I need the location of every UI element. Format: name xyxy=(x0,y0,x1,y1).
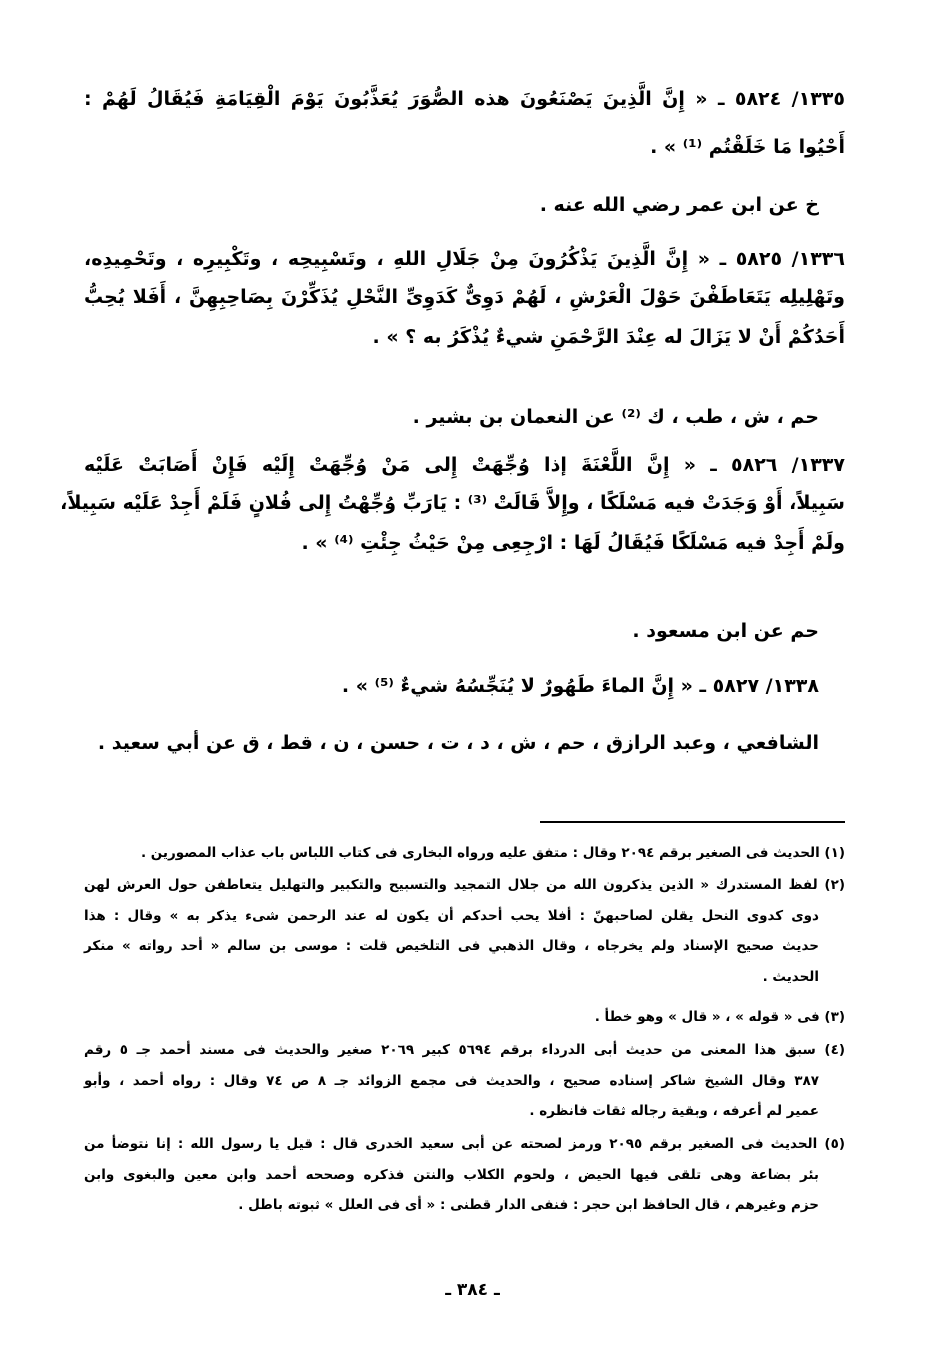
footnote-2: (٢) لفظ المستدرك « الذين يذكرون الله من جلال التمجيد والتسبيح والتكبير والتهليل يتعاطفن حول العرش لهن xyxy=(84,877,845,893)
footnote-1: (١) الحديث فى الصغير برقم ٢٠٩٤ وقال : متفق عليه ورواه البخارى فى كتاب اللباس باب عذاب المصورين . xyxy=(140,845,845,861)
footnote-3: (٣) فى « قوله » ، « قال » وهو خطأ . xyxy=(594,1009,845,1025)
hadith-1337-line: ١٣٣٧/ ٥٨٢٦ ـ « إِنَّ اللَّعْنَةَ إذا وُجِّهَتْ إِلى مَنْ وُجِّهَتْ إِلَيْه فَإِنْ أَصَابَتْ عَلَيْه xyxy=(84,454,845,476)
footnote-5-cont: بئر بضاعة وهى تلقى فيها الحيض ، ولحوم الكلاب والنتن فذكره وصححه أحمد وابن معين والبغوى وابن xyxy=(84,1167,819,1183)
footnote-2-cont: الحديث . xyxy=(762,969,819,985)
hadith-1336-line: أَحَدُكُمْ أَنْ لا يَزَالَ له عِنْدَ الرَّحْمَنِ شيءٌ يُذْكَرُ به ؟ » . xyxy=(372,326,845,348)
footnote-5: (٥) الحديث فى الصغير برقم ٢٠٩٥ ورمز لصحته عن أبى سعيد الخدرى قال : قيل يا رسول الله : إنا نتوضأ من xyxy=(84,1136,845,1152)
hadith-1336-line: ١٣٣٦/ ٥٨٢٥ ـ « إِنَّ الَّذِينَ يَذْكُرُونَ مِنْ جَلَالِ اللهِ ، وتَسْبِيحِه ، وتَكْبِيرِه ، وتَحْمِيدِه، xyxy=(84,248,845,270)
hadith-1338-line: ١٣٣٨/ ٥٨٢٧ ـ « إِنَّ الماءَ طَهُورٌ لا يُنَجِّسُهُ شيءٌ ⁽⁵⁾ » . xyxy=(341,675,819,697)
hadith-1335-line: ١٣٣٥/ ٥٨٢٤ ـ « إِنَّ الَّذِينَ يَصْنَعُونَ هذه الصُّوَرَ يُعَذَّبُونَ يَوْمَ الْقِيَامَةِ فَيُقَالُ لَهُمْ : xyxy=(84,88,845,110)
footnote-2-cont: دوى كدوى النحل يقلن لصاحبهنّ : أفلا يحب أحدكم أن يكون له عند الرحمن شىء يذكر به » وقال : هذا xyxy=(84,908,819,924)
footnote-2-cont: حديث صحيح الإسناد ولم يخرجاه ، وقال الذهبي فى التلخيص قلت : موسى بن سالم « أحد رواته » منكر xyxy=(84,938,819,954)
hadith-1337-source: حم عن ابن مسعود . xyxy=(632,620,819,642)
hadith-1337-line: سَبِيلاً، أَوْ وَجَدَتْ فيه مَسْلَكًا ، وإِلاَّ قَالَتْ ⁽³⁾ : يَارَبِّ وُجِّهْتُ إِلى فُلانٍ فَلَمْ أَجِدْ عَلَيْه سَبِيلاً، xyxy=(60,492,845,514)
footnote-4-cont: عمير لم أعرفه ، وبقية رجاله ثقات فانظره . xyxy=(529,1103,819,1119)
hadith-1336-line: وتَهْلِيلِه يَتَعَاطَفْنَ حَوْلَ الْعَرْشِ ، لَهُمْ دَوِىٌّ كَدَوِىِّ النَّحْلِ يُذَكِّرْنَ بِصَاحِبِهِنَّ ، أَفَلا يُحِبُّ xyxy=(84,286,845,308)
footnote-5-cont: حزم وغيرهم ، قال الحافظ ابن حجر : فنفى الدار قطنى : « أى فى العلل » ثبوته باطل . xyxy=(238,1197,819,1213)
hadith-1335-line: أَحْيُوا مَا خَلَقْتُم ⁽¹⁾ » . xyxy=(650,136,845,158)
hadith-1335-source: خ عن ابن عمر رضي الله عنه . xyxy=(539,194,819,216)
hadith-1336-source: حم ، ش ، طب ، ك ⁽²⁾ عن النعمان بن بشير . xyxy=(412,406,819,428)
footnote-divider xyxy=(540,821,845,823)
footnote-4: (٤) سبق هذا المعنى من حديث أبى الدرداء برقم ٥٦٩٤ كبير ٢٠٦٩ صغير والحديث فى مسند أحمد جـ ٥ رقم xyxy=(84,1042,845,1058)
hadith-1338-source: الشافعي ، وعبد الرازق ، حم ، ش ، د ، ت ، حسن ، ن ، قط ، ق عن أبي سعيد . xyxy=(97,732,819,754)
page-number: ـ ٣٨٤ ـ xyxy=(445,1280,500,1300)
footnote-4-cont: ٣٨٧ وقال الشيخ شاكر إسناده صحيح ، والحديث فى مجمع الزوائد جـ ٨ ص ٧٤ وقال : رواه أحمد ، وأبو xyxy=(84,1073,819,1089)
hadith-1337-line: ولَمْ أَجِدْ فيه مَسْلَكًا فَيُقَالُ لَهَا : ارْجِعِى مِنْ حَيْثُ جِئْتِ ⁽⁴⁾ » . xyxy=(301,532,845,554)
